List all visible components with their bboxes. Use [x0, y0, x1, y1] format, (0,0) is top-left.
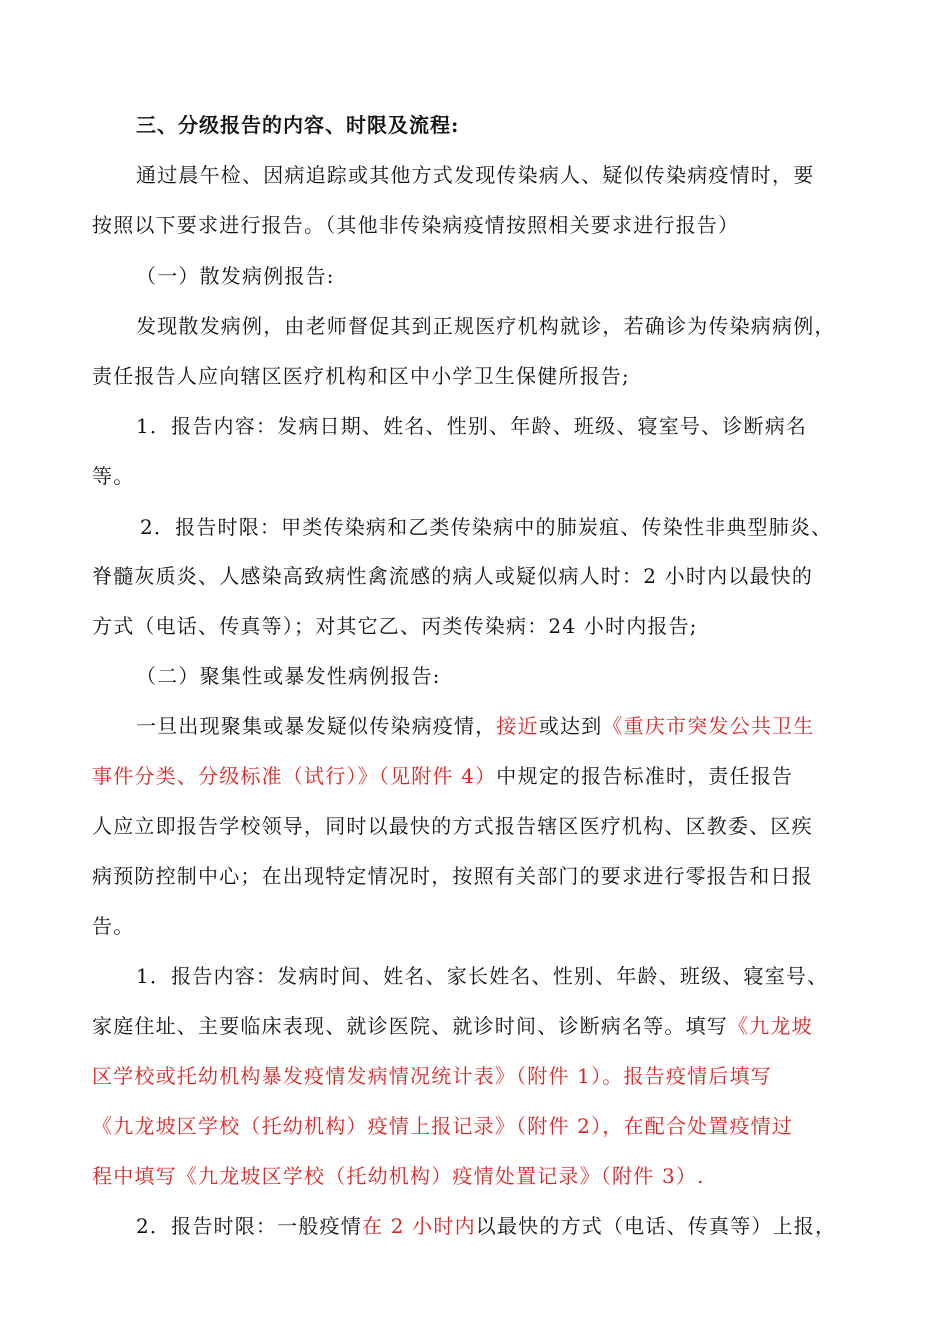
text-segment: 家庭住址、主要临床表现、就诊医院、就诊时间、诊断病名等。填写	[92, 1014, 728, 1038]
sec2-paragraph-line-5: 告。	[92, 914, 135, 938]
text-segment: 2．报告时限：一般疫情	[136, 1214, 362, 1238]
sec2-item1-line-2	[92, 1011, 813, 1041]
sec1-item2-line-3: 方式（电话、传真等）；对其它乙、丙类传染病：24 小时内报告;	[92, 614, 698, 638]
highlight-text: 事件分类、分级标准（试行）》（见附件 4）	[92, 764, 497, 788]
highlight-text: 《九龙坡	[728, 1014, 813, 1038]
sec2-paragraph-line-2	[92, 761, 793, 791]
sec1-item1-line-2: 等。	[92, 464, 135, 488]
subsection-title-1: （一）散发病例报告:	[136, 264, 335, 288]
section-heading: 三、分级报告的内容、时限及流程:	[136, 113, 460, 137]
highlight-text: 接近	[496, 714, 539, 738]
highlight-text: 在 2 小时内	[361, 1214, 476, 1238]
text-segment: 以最快的方式（电话、传真等）上报，	[475, 1214, 837, 1238]
intro-line-1: 通过晨午检、因病追踪或其他方式发现传染病人、疑似传染病疫情时，要	[136, 163, 815, 187]
sec2-item1-line-3: 区学校或托幼机构暴发疫情发病情况统计表》（附件 1）。报告疫情后填写	[92, 1064, 772, 1088]
sec2-paragraph-line-3: 人应立即报告学校领导，同时以最快的方式报告辖区医疗机构、区教委、区疾	[92, 814, 813, 838]
text-segment: 一旦出现聚集或暴发疑似传染病疫情，	[136, 714, 497, 738]
sec2-item2-line-1	[136, 1211, 836, 1241]
sec2-paragraph-line-1	[136, 711, 814, 741]
sec2-item1-line-4: 《九龙坡区学校（托幼机构）疫情上报记录》（附件 2），在配合处置疫情过	[92, 1114, 794, 1138]
sec2-paragraph-line-4: 病预防控制中心；在出现特定情况时，按照有关部门的要求进行零报告和日报	[92, 864, 813, 888]
sec1-item2-line-2: 脊髓灰质炎、人感染高致病性禽流感的病人或疑似病人时：2 小时内以最快的	[92, 564, 814, 588]
text-segment: 中规定的报告标准时，责任报告	[496, 764, 794, 788]
sec2-item1-line-1: 1．报告内容：发病时间、姓名、家长姓名、性别、年龄、班级、寝室号、	[136, 964, 829, 988]
sec1-item1-line-1: 1．报告内容：发病日期、姓名、性别、年龄、班级、寝室号、诊断病名	[136, 414, 808, 438]
intro-line-2: 按照以下要求进行报告。（其他非传染病疫情按照相关要求进行报告）	[92, 213, 740, 237]
highlight-text: 《重庆市突发公共卫生	[602, 714, 815, 738]
sec1-item2-line-1: 2．报告时限：甲类传染病和乙类传染病中的肺炭疽、传染性非典型肺炎、	[140, 515, 833, 539]
sec1-paragraph-line-2: 责任报告人应向辖区医疗机构和区中小学卫生保健所报告;	[92, 364, 630, 388]
subsection-title-2: （二）聚集性或暴发性病例报告:	[136, 664, 441, 688]
sec2-item1-line-5: 程中填写《九龙坡区学校（托幼机构）疫情处置记录》（附件 3）.	[92, 1164, 705, 1188]
sec1-paragraph-line-1: 发现散发病例，由老师督促其到正规医疗机构就诊，若确诊为传染病病例，	[136, 314, 836, 338]
text-segment: 或达到	[538, 714, 603, 738]
